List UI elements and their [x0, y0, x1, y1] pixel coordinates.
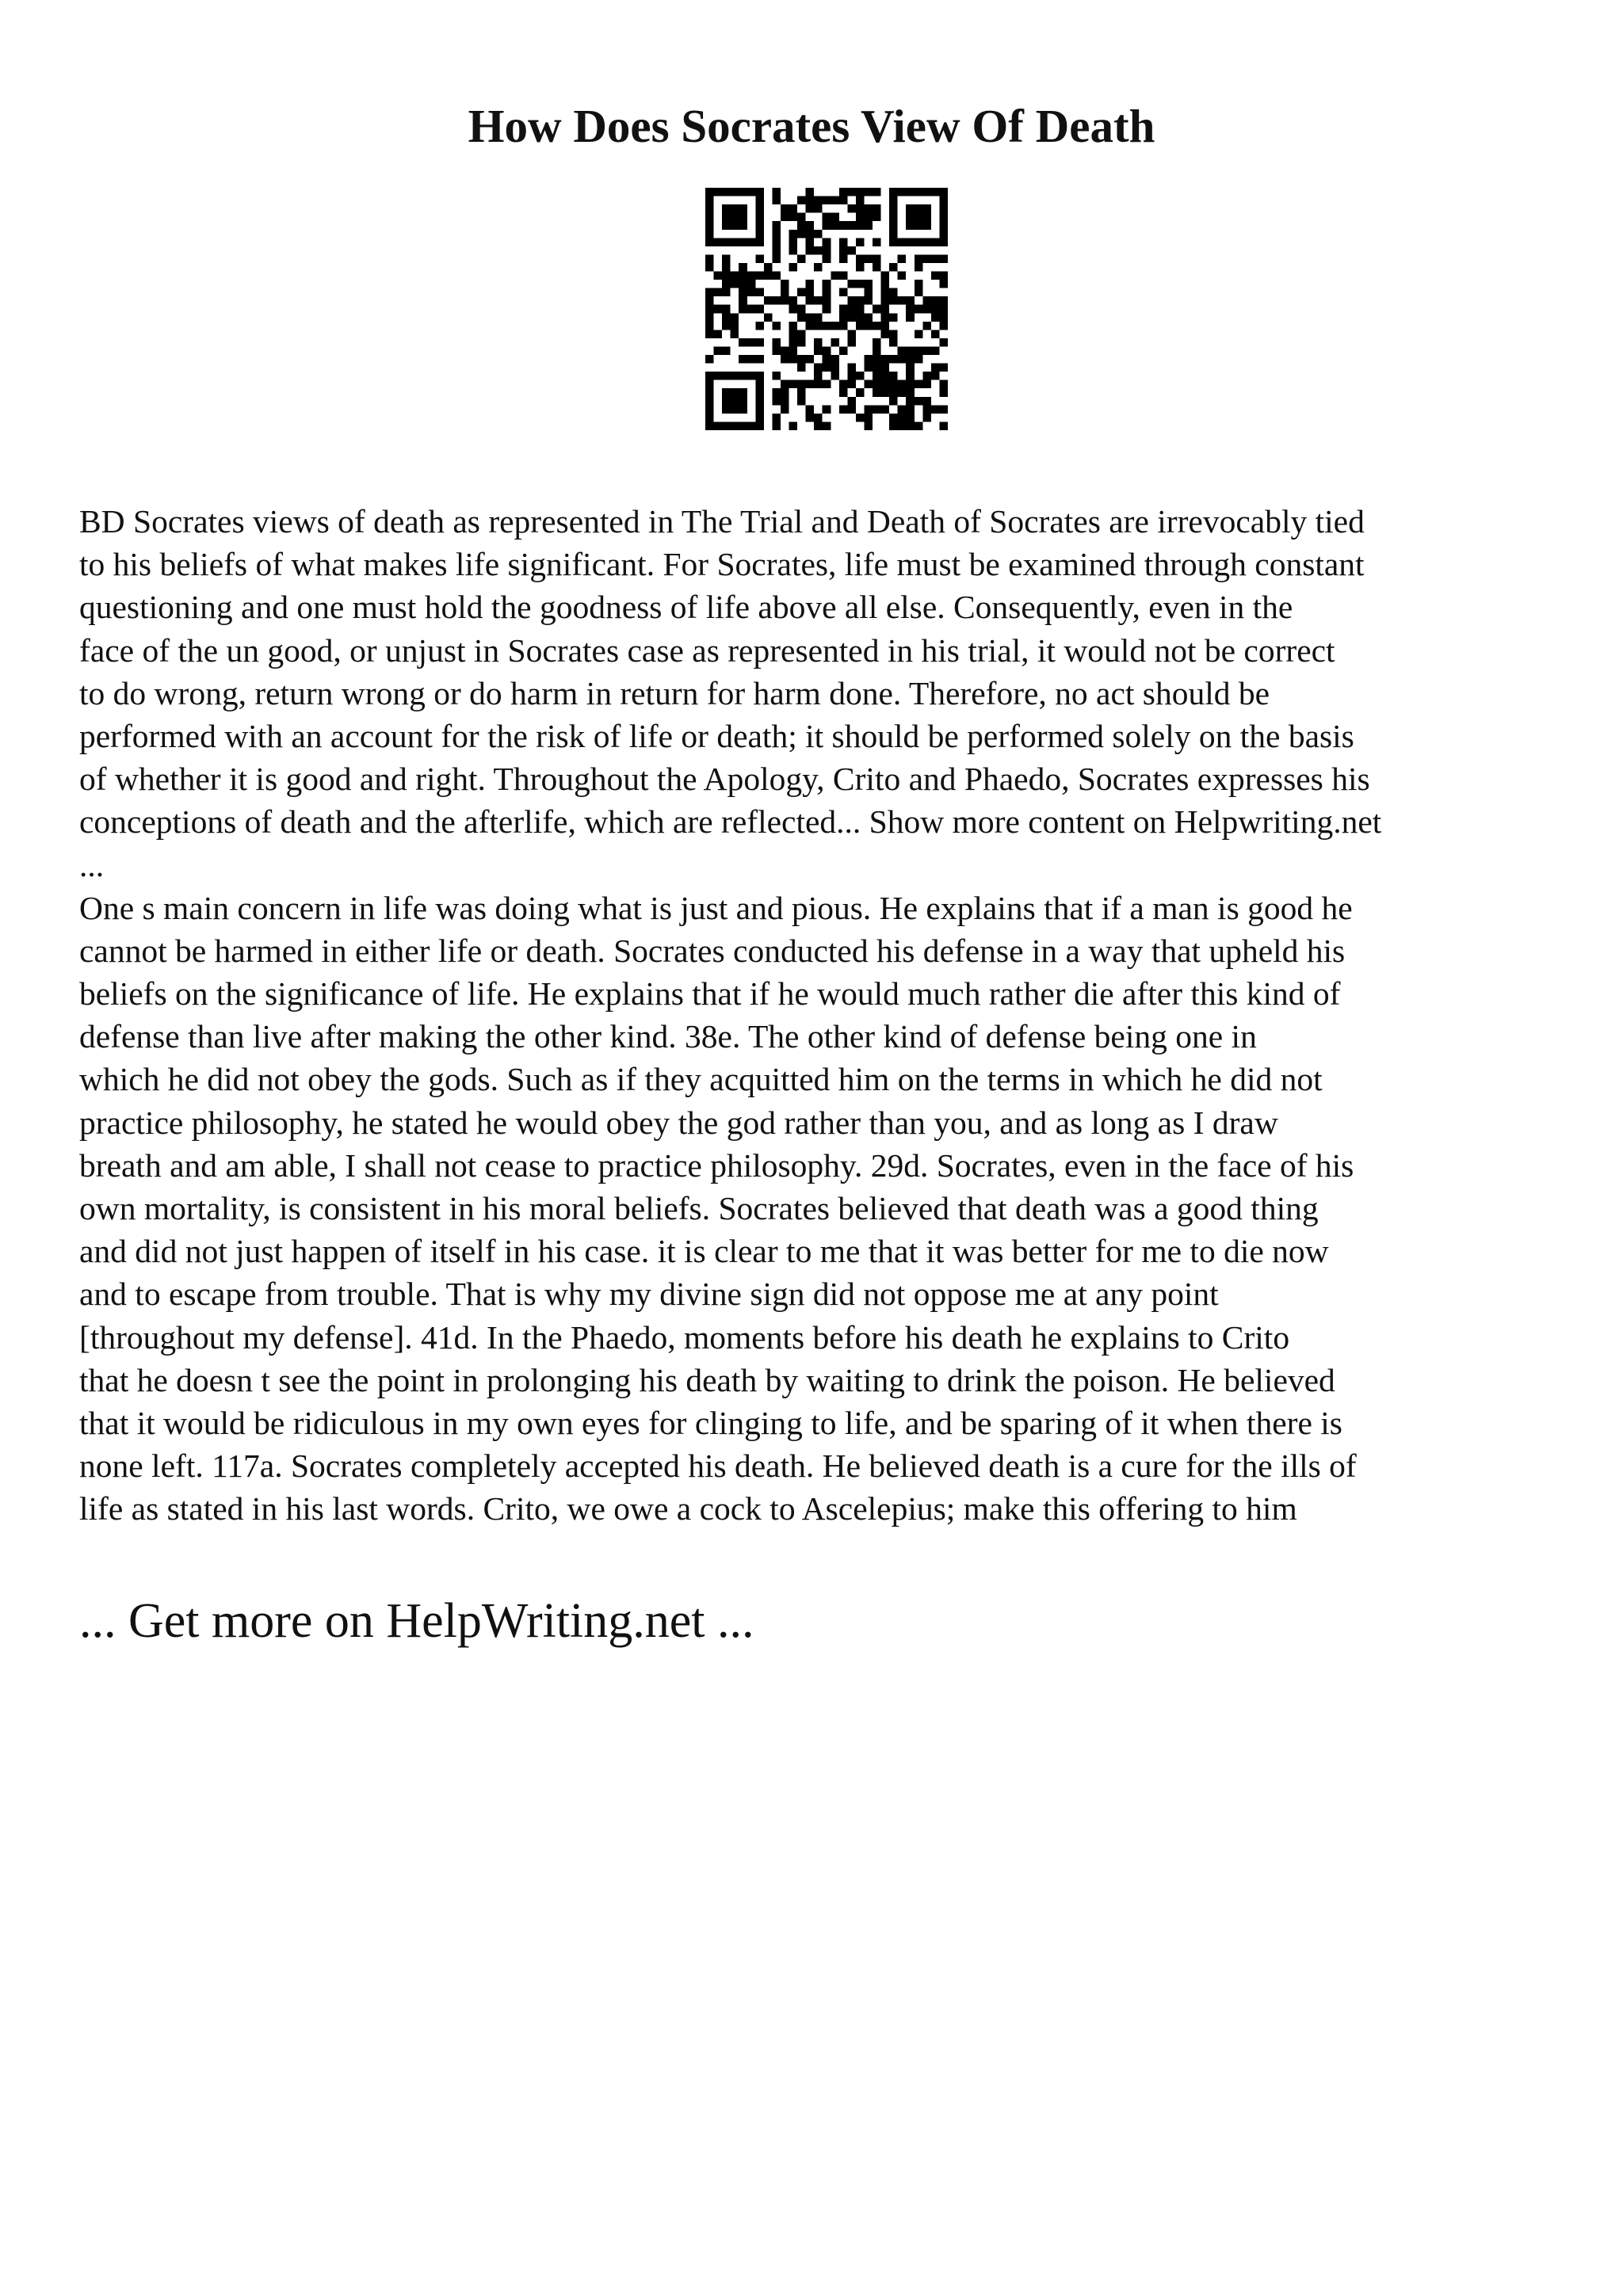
body-line: breath and am able, I shall not cease to practice philosophy. 29d. Socrates, even in the face of his — [79, 1146, 1354, 1184]
document-title: How Does Socrates View Of Death — [468, 100, 1155, 152]
body-line: that it would be ridiculous in my own eyes for clinging to life, and be sparing of it when there is — [79, 1404, 1342, 1441]
body-line: defense than live after making the other kind. 38e. The other kind of defense being one in — [79, 1018, 1257, 1055]
body-text — [79, 500, 1553, 1531]
body-line: ... — [79, 846, 105, 883]
body-line: to do wrong, return wrong or do harm in return for harm done. Therefore, no act should be — [79, 674, 1270, 711]
body-line: face of the un good, or unjust in Socrates case as represented in his trial, it would not be correct — [79, 631, 1335, 669]
body-line: and to escape from trouble. That is why my divine sign did not oppose me at any point — [79, 1276, 1219, 1313]
body-line: [throughout my defense]. 41d. In the Phaedo, moments before his death he explains to Crito — [79, 1318, 1290, 1356]
body-line: which he did not obey the gods. Such as if they acquitted him on the terms in which he did not — [79, 1061, 1323, 1098]
body-line: conceptions of death and the afterlife, which are reflected... Show more content on Helpwriting.net — [79, 803, 1382, 841]
body-line: of whether it is good and right. Throughout the Apology, Crito and Phaedo, Socrates expresses his — [79, 761, 1370, 798]
body-line: and did not just happen of itself in his case. it is clear to me that it was better for me to die now — [79, 1233, 1329, 1270]
body-line: none left. 117a. Socrates completely accepted his death. He believed death is a cure for the ills of — [79, 1447, 1357, 1485]
body-line: that he doesn t see the point in prolonging his death by waiting to drink the poison. He believed — [79, 1361, 1335, 1398]
body-line: performed with an account for the risk of life or death; it should be performed solely on the basis — [79, 717, 1354, 754]
body-line: life as stated in his last words. Crito, we owe a cock to Ascelepius; make this offering to him — [79, 1490, 1297, 1527]
body-line: beliefs on the significance of life. He explains that if he would much rather die after this kind of — [79, 975, 1341, 1013]
body-line: practice philosophy, he stated he would obey the god rather than you, and as long as I draw — [79, 1104, 1278, 1141]
qr-code-icon — [705, 188, 948, 430]
body-line: to his beliefs of what makes life significant. For Socrates, life must be examined through constant — [79, 546, 1365, 583]
footer-link-text[interactable]: ... Get more on HelpWriting.net ... — [79, 1594, 754, 1648]
body-line: cannot be harmed in either life or death. Socrates conducted his defense in a way that upheld his — [79, 932, 1346, 969]
body-line: own mortality, is consistent in his moral beliefs. Socrates believed that death was a good thing — [79, 1190, 1319, 1226]
body-line: One s main concern in life was doing what is just and pious. He explains that if a man is good he — [79, 889, 1353, 926]
body-line: BD Socrates views of death as represented in The Trial and Death of Socrates are irrevocably tied — [79, 503, 1365, 540]
body-line: questioning and one must hold the goodness of life above all else. Consequently, even in the — [79, 589, 1293, 626]
